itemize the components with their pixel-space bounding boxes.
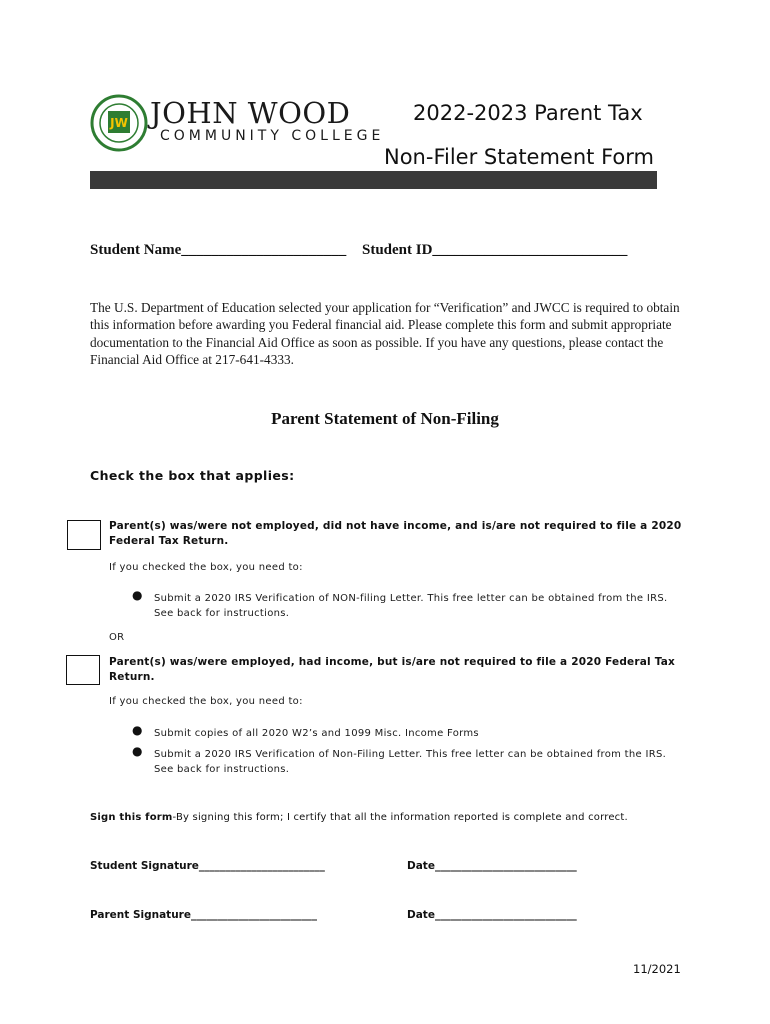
- logo-name-main: JOHN WOOD: [150, 96, 351, 130]
- option-2-bullet-2: Submit a 2020 IRS Verification of Non-Filing Letter. This free letter can be obtained from the IRS. See back for instructions.: [154, 749, 667, 775]
- option-2-bullet-1: Submit copies of all 2020 W2’s and 1099 Misc. Income Forms: [154, 728, 479, 739]
- option-1-text: Parent(s) was/were not employed, did not have income, and is/are not required to file a 2020 Federal Tax Return.: [109, 520, 682, 547]
- student-name-field[interactable]: Student Name______________________: [90, 242, 347, 258]
- sign-statement-rest: -By signing this form; I certify that all the information reported is complete and correct.: [172, 812, 628, 823]
- check-heading: Check the box that applies:: [90, 468, 295, 483]
- intro-paragraph: The U.S. Department of Education selected your application for “Verification” and JWCC is required to obtain this information before awarding you Federal financial aid. Please complete this form and submit appropriate documentation to the Financial Aid Office as soon as possible. If you have any questions, please contact the Financial Aid Office at 217-641-4333.: [90, 300, 680, 367]
- form-title-line1: 2022-2023 Parent Tax: [413, 101, 643, 125]
- option-2-instruction: If you checked the box, you need to:: [109, 696, 303, 707]
- parent-date-field[interactable]: Date___________________________: [407, 909, 577, 921]
- form-title-line2: Non-Filer Statement Form: [384, 145, 654, 169]
- parent-signature-field[interactable]: Parent Signature________________________: [90, 909, 317, 921]
- sign-statement-bold: Sign this form: [90, 812, 173, 823]
- option-2-checkbox[interactable]: [66, 655, 100, 685]
- student-id-field[interactable]: Student ID__________________________: [362, 242, 628, 258]
- bullet-icon: ●: [132, 744, 143, 758]
- seal-initials: JW: [110, 116, 128, 130]
- college-logo: [90, 94, 385, 158]
- student-signature-field[interactable]: Student Signature________________________: [90, 860, 325, 872]
- option-1-checkbox[interactable]: [67, 520, 101, 550]
- sign-statement: [90, 812, 628, 823]
- bullet-icon: ●: [132, 723, 143, 737]
- option-2-text: Parent(s) was/were employed, had income, but is/are not required to file a 2020 Federal Tax Return.: [109, 656, 675, 683]
- header-divider-bar: [90, 171, 657, 189]
- college-seal-icon: [90, 94, 148, 152]
- footer-revision-date: 11/2021: [633, 962, 681, 976]
- section-title: Parent Statement of Non-Filing: [271, 409, 499, 428]
- logo-name-sub: COMMUNITY COLLEGE: [160, 128, 385, 144]
- option-1-instruction: If you checked the box, you need to:: [109, 562, 303, 573]
- bullet-icon: ●: [132, 588, 143, 602]
- student-date-field[interactable]: Date___________________________: [407, 860, 577, 872]
- option-1-bullet-1: Submit a 2020 IRS Verification of NON-filing Letter. This free letter can be obtained from the IRS. See back for instructions.: [154, 593, 668, 619]
- or-separator: OR: [109, 632, 125, 643]
